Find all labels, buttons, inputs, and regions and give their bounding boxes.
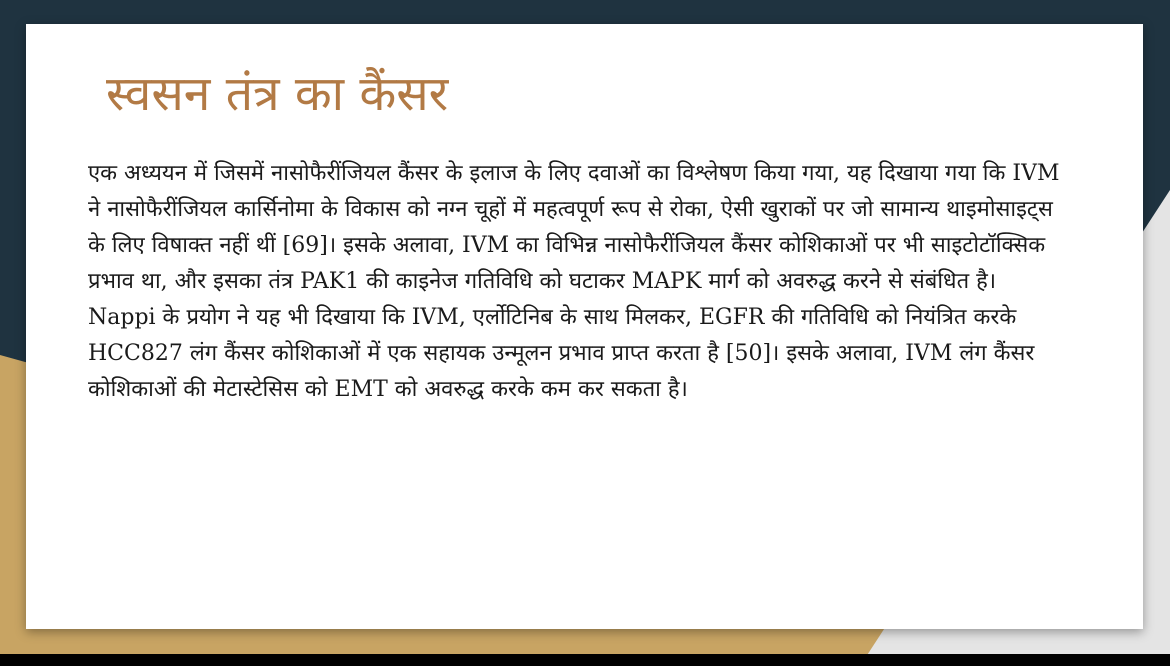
bottom-bar	[0, 654, 1170, 666]
slide	[26, 24, 1143, 629]
body-paragraph-2: Nappi के प्रयोग ने यह भी दिखाया कि IVM, एर्लोटिनिब के साथ मिलकर, EGFR की गतिविधि को नियंत्रित करके HCC827 लंग कैंसर कोशिकाओं में एक सहायक उन्मूलन प्रभाव प्राप्त करता है [50]। इसके अलावा, IVM लंग कैंसर कोशिकाओं की मेटास्टेसिस को EMT को अवरुद्ध करके कम कर सकता है।	[88, 305, 1035, 402]
body-paragraph-1: एक अध्ययन में जिसमें नासोफैरींजियल कैंसर के इलाज के लिए दवाओं का विश्लेषण किया गया, यह दिखाया गया कि IVM ने नासोफैरींजियल कार्सिनोमा के विकास को नग्न चूहों में महत्वपूर्ण रूप से रोका, ऐसी खुराकों पर जो सामान्य थाइमोसाइट्स के लिए विषाक्त नहीं थीं [69]। इसके अलावा, IVM का विभिन्न नासोफैरींजियल कैंसर कोशिकाओं पर भी साइटोटॉक्सिक प्रभाव था, और इसका तंत्र PAK1 की काइनेज गतिविधि को घटाकर MAPK मार्ग को अवरुद्ध करने से संबंधित है।	[88, 161, 1060, 294]
slide-title: स्वसन तंत्र का कैंसर	[106, 66, 449, 122]
slide-body	[88, 156, 1073, 408]
